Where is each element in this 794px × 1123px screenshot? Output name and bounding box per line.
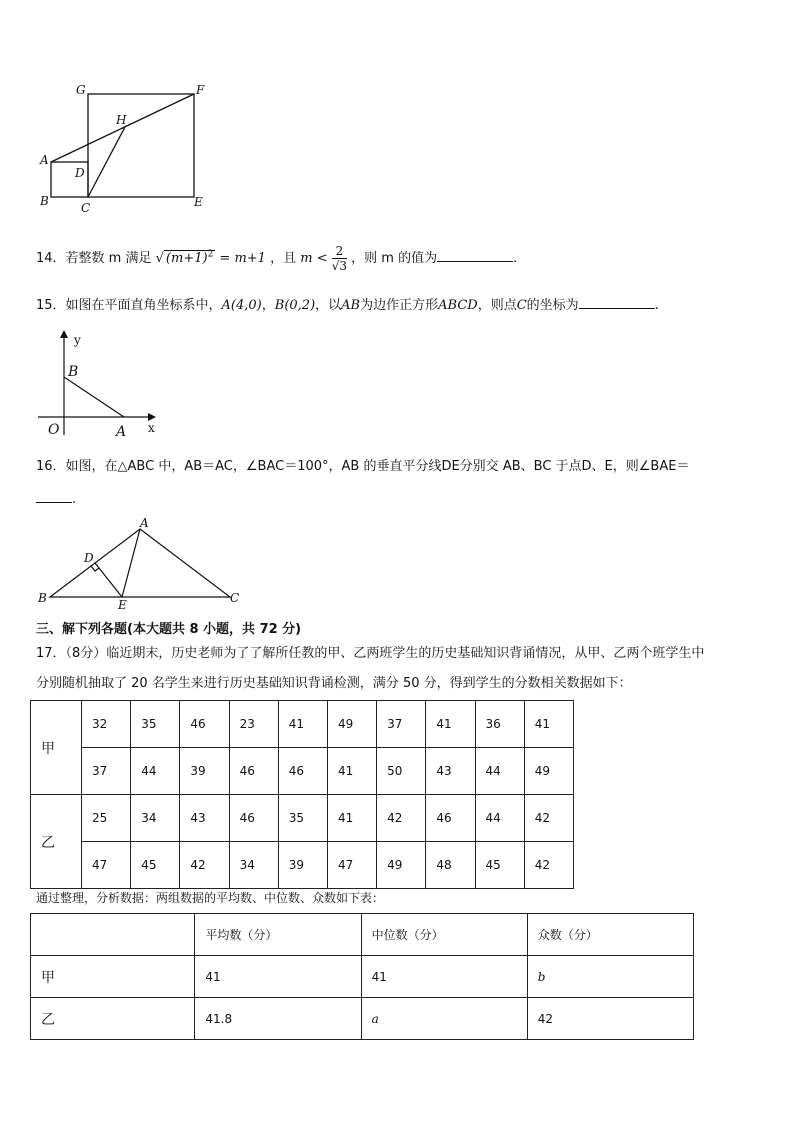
score-cell: 41 — [426, 701, 475, 748]
q14-prefix: 14．若整数 m 满足 — [36, 251, 152, 266]
q15-c: C — [516, 298, 527, 313]
score-cell: 41 — [278, 701, 327, 748]
q15-mid: ，以 — [315, 298, 342, 313]
score-cell: 47 — [82, 842, 131, 889]
q15-end: . — [654, 298, 659, 313]
label-d: D — [75, 166, 85, 180]
stats-row-label: 乙 — [31, 998, 195, 1040]
q15-point-b: B(0,2) — [274, 298, 316, 313]
question-16-line2 — [36, 488, 76, 510]
q14-m-lt: m < — [300, 251, 328, 266]
q14-suffix: ，则 m 的值为 — [351, 251, 438, 266]
label-g: G — [76, 83, 86, 97]
q15-point-a: A(4,0) — [221, 298, 262, 313]
q16-answer-blank[interactable] — [36, 488, 72, 503]
triangle-abc — [50, 529, 230, 597]
score-cell: 43 — [180, 795, 229, 842]
stats-cell: 42 — [527, 998, 693, 1040]
x-arrow-icon — [148, 413, 156, 421]
q15-ab: AB — [341, 298, 361, 313]
stats-header-cell: 中位数（分） — [361, 914, 527, 956]
group-label-yi: 乙 — [31, 795, 82, 889]
stats-header-cell: 众数（分） — [527, 914, 693, 956]
q14-sup: 2 — [207, 249, 214, 260]
table-row — [31, 748, 574, 795]
stats-cell: 41.8 — [195, 998, 361, 1040]
q17-line1: 17．（8分）临近期末，历史老师为了了解所任教的甲、乙两班学生的历史基础知识背诵情况，从甲、乙两个班学生中 — [36, 646, 705, 661]
score-cell: 39 — [180, 748, 229, 795]
stats-cell: 41 — [195, 956, 361, 998]
score-cell: 42 — [524, 795, 573, 842]
question-15 — [36, 294, 659, 316]
group-label-jia: 甲 — [31, 701, 82, 795]
segment-ab — [64, 377, 124, 417]
q14-frac-num: 2 — [332, 244, 347, 259]
q14-sqrt-body: (m+1) — [165, 251, 208, 266]
score-cell: 25 — [82, 795, 131, 842]
stats-row — [31, 956, 694, 998]
stats-row — [31, 998, 694, 1040]
stats-cell: a — [361, 998, 527, 1040]
q15-suffix: 的坐标为 — [526, 298, 579, 313]
stats-cell: 41 — [361, 956, 527, 998]
score-cell: 42 — [377, 795, 426, 842]
score-cell: 49 — [377, 842, 426, 889]
score-cell: 49 — [327, 701, 376, 748]
score-cell: 37 — [82, 748, 131, 795]
q15-prefix: 15．如图在平面直角坐标系中， — [36, 298, 222, 313]
q15-answer-blank[interactable] — [579, 294, 655, 309]
score-cell: 43 — [426, 748, 475, 795]
q15-sep: ， — [261, 298, 275, 313]
score-cell: 44 — [131, 748, 180, 795]
tri-label-c: C — [230, 591, 240, 605]
score-cell: 34 — [131, 795, 180, 842]
score-cell: 41 — [524, 701, 573, 748]
q16-text: 16．如图，在△ABC 中，AB＝AC，∠BAC＝100°，AB 的垂直平分线DE分别交 AB、BC 于点D、E，则∠BAE＝ — [36, 459, 690, 474]
q16-end: . — [72, 492, 77, 507]
line-af — [51, 94, 194, 162]
axis-label-y: y — [74, 333, 81, 347]
score-cell: 35 — [278, 795, 327, 842]
q14-answer-blank[interactable] — [437, 247, 513, 262]
q15-mid2: 为边作正方形 — [360, 298, 439, 313]
question-16 — [36, 457, 689, 477]
q17-line2: 分别随机抽取了 20 名学生来进行历史基础知识背诵检测，满分 50 分，得到学生的分数相关数据如下： — [36, 676, 632, 691]
score-cell: 46 — [229, 795, 278, 842]
stats-header-row — [31, 914, 694, 956]
figure-triangle — [36, 515, 246, 610]
label-f: F — [196, 83, 205, 97]
tri-label-b: B — [38, 591, 47, 605]
large-square — [88, 94, 194, 197]
stats-row-label: 甲 — [31, 956, 195, 998]
tri-label-d: D — [84, 551, 94, 565]
y-arrow-icon — [60, 330, 68, 338]
score-cell: 46 — [278, 748, 327, 795]
label-a: A — [40, 153, 49, 167]
q15-mid3: ，则点 — [477, 298, 517, 313]
q15-abcd: ABCD — [438, 298, 478, 313]
q14-mid: ，且 — [270, 251, 297, 266]
stats-table — [30, 913, 694, 1040]
table-row — [31, 701, 574, 748]
score-cell: 34 — [229, 842, 278, 889]
figure-axes — [36, 330, 166, 440]
q14-eq: = m+1 — [215, 251, 266, 266]
score-cell: 41 — [327, 795, 376, 842]
score-cell: 42 — [524, 842, 573, 889]
score-cell: 50 — [377, 748, 426, 795]
label-point-b: B — [68, 364, 79, 380]
score-cell: 49 — [524, 748, 573, 795]
score-cell: 46 — [229, 748, 278, 795]
score-cell: 41 — [327, 748, 376, 795]
score-cell: 44 — [475, 748, 524, 795]
scores-table — [30, 700, 574, 889]
q14-sqrt: √ $(m+1)^2$ — [155, 249, 214, 266]
tri-label-e: E — [118, 598, 127, 610]
q14-frac-den: √3 — [331, 259, 348, 273]
figure-squares — [36, 80, 216, 215]
q14-fraction — [332, 244, 347, 273]
score-cell: 35 — [131, 701, 180, 748]
section-3-heading: 三、解下列各题(本大题共 8 小题，共 72 分) — [36, 622, 302, 637]
score-cell: 48 — [426, 842, 475, 889]
stats-cell: b — [527, 956, 693, 998]
tri-label-a: A — [140, 516, 149, 530]
score-cell: 44 — [475, 795, 524, 842]
score-cell: 42 — [180, 842, 229, 889]
score-cell: 46 — [426, 795, 475, 842]
line-ch — [88, 127, 125, 197]
label-origin: O — [48, 422, 60, 438]
score-cell: 23 — [229, 701, 278, 748]
axis-label-x: x — [148, 421, 155, 435]
score-cell: 46 — [180, 701, 229, 748]
score-cell: 45 — [131, 842, 180, 889]
score-cell: 47 — [327, 842, 376, 889]
score-cell: 37 — [377, 701, 426, 748]
table-row — [31, 795, 574, 842]
table-row — [31, 842, 574, 889]
score-cell: 45 — [475, 842, 524, 889]
label-b: B — [40, 194, 49, 208]
stats-header-cell: 平均数（分） — [195, 914, 361, 956]
label-h: H — [116, 113, 127, 127]
question-14 — [36, 244, 517, 273]
q14-end: . — [513, 251, 518, 266]
label-point-a: A — [116, 424, 127, 440]
stats-header-cell — [31, 914, 195, 956]
q17-line3: 通过整理，分析数据：两组数据的平均数、中位数、众数如下表： — [36, 891, 385, 905]
segment-ae — [122, 529, 140, 597]
label-e: E — [194, 195, 203, 209]
score-cell: 36 — [475, 701, 524, 748]
score-cell: 32 — [82, 701, 131, 748]
label-c: C — [81, 201, 91, 215]
score-cell: 39 — [278, 842, 327, 889]
